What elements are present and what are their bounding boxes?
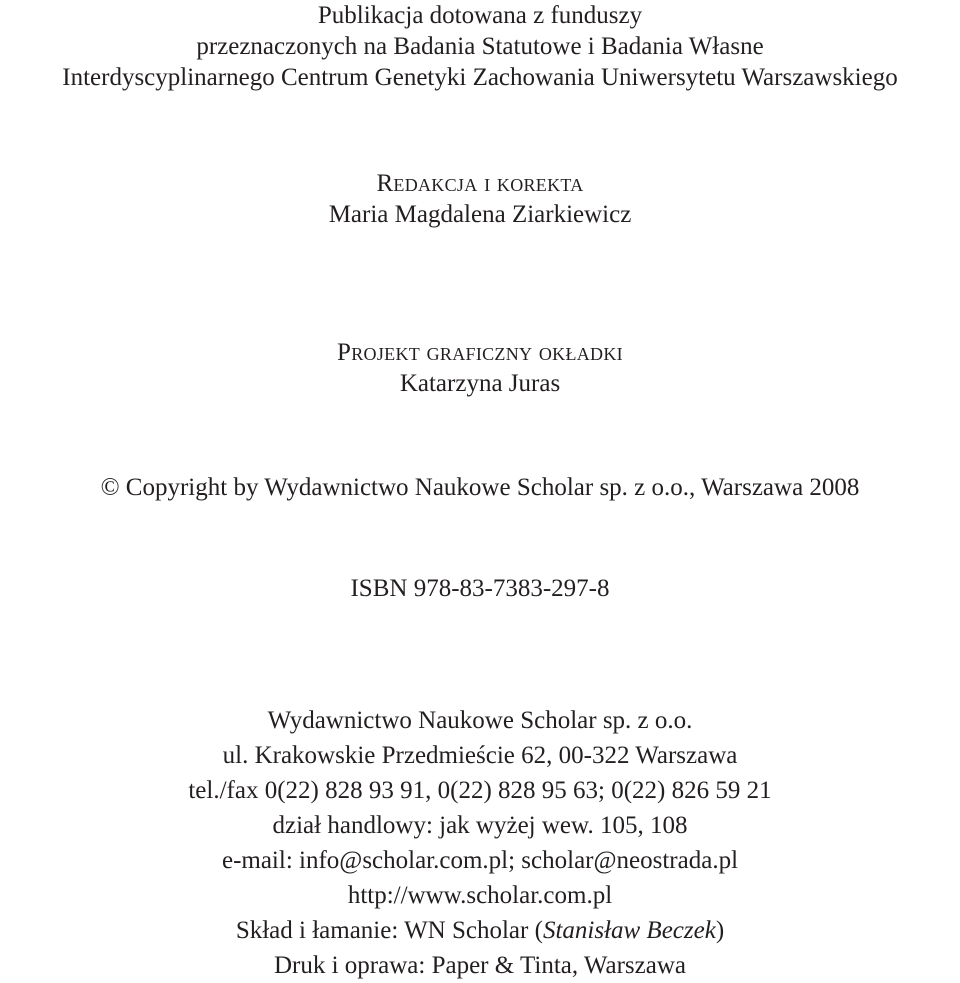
typesetting-person: Stanisław Beczek	[542, 917, 716, 944]
funding-line-2: przeznaczonych na Badania Statutowe i Badania Własne	[196, 33, 764, 60]
editor-name: Maria Magdalena Ziarkiewicz	[328, 201, 632, 228]
publisher-phone: tel./fax 0(22) 828 93 91, 0(22) 828 95 63; 0(22) 826 59 21	[188, 777, 772, 804]
publisher-email: e-mail: info@scholar.com.pl; scholar@neostrada.pl	[221, 847, 739, 874]
editor-heading: Redakcja i korekta	[376, 170, 584, 197]
cover-designer-name: Katarzyna Juras	[399, 370, 561, 397]
funding-note	[0, 0, 960, 93]
funding-line-3: Interdyscyplinarnego Centrum Genetyki Zachowania Uniwersytetu Warszawskiego	[62, 64, 898, 91]
sales-department: dział handlowy: jak wyżej wew. 105, 108	[272, 812, 688, 839]
typesetting-credit	[0, 913, 960, 948]
publisher-website: http://www.scholar.com.pl	[347, 882, 613, 909]
isbn	[0, 573, 960, 604]
publisher-imprint	[0, 703, 960, 983]
editor-credit	[0, 168, 960, 230]
publisher-name: Wydawnictwo Naukowe Scholar sp. z o.o.	[267, 707, 693, 734]
isbn-text: ISBN 978-83-7383-297-8	[350, 575, 610, 602]
typesetting-suffix: )	[715, 917, 725, 944]
cover-design-heading: Projekt graficzny okładki	[337, 339, 623, 366]
typesetting-prefix: Skład i łamanie: WN Scholar (	[235, 917, 543, 944]
copyright-text: © Copyright by Wydawnictwo Naukowe Scholar sp. z o.o., Warszawa 2008	[100, 474, 860, 501]
printing-credit: Druk i oprawa: Paper & Tinta, Warszawa	[273, 952, 687, 979]
funding-line-1: Publikacja dotowana z funduszy	[317, 2, 643, 29]
cover-design-credit	[0, 337, 960, 399]
copyright-notice	[0, 472, 960, 503]
publisher-address: ul. Krakowskie Przedmieście 62, 00-322 Warszawa	[222, 742, 738, 769]
